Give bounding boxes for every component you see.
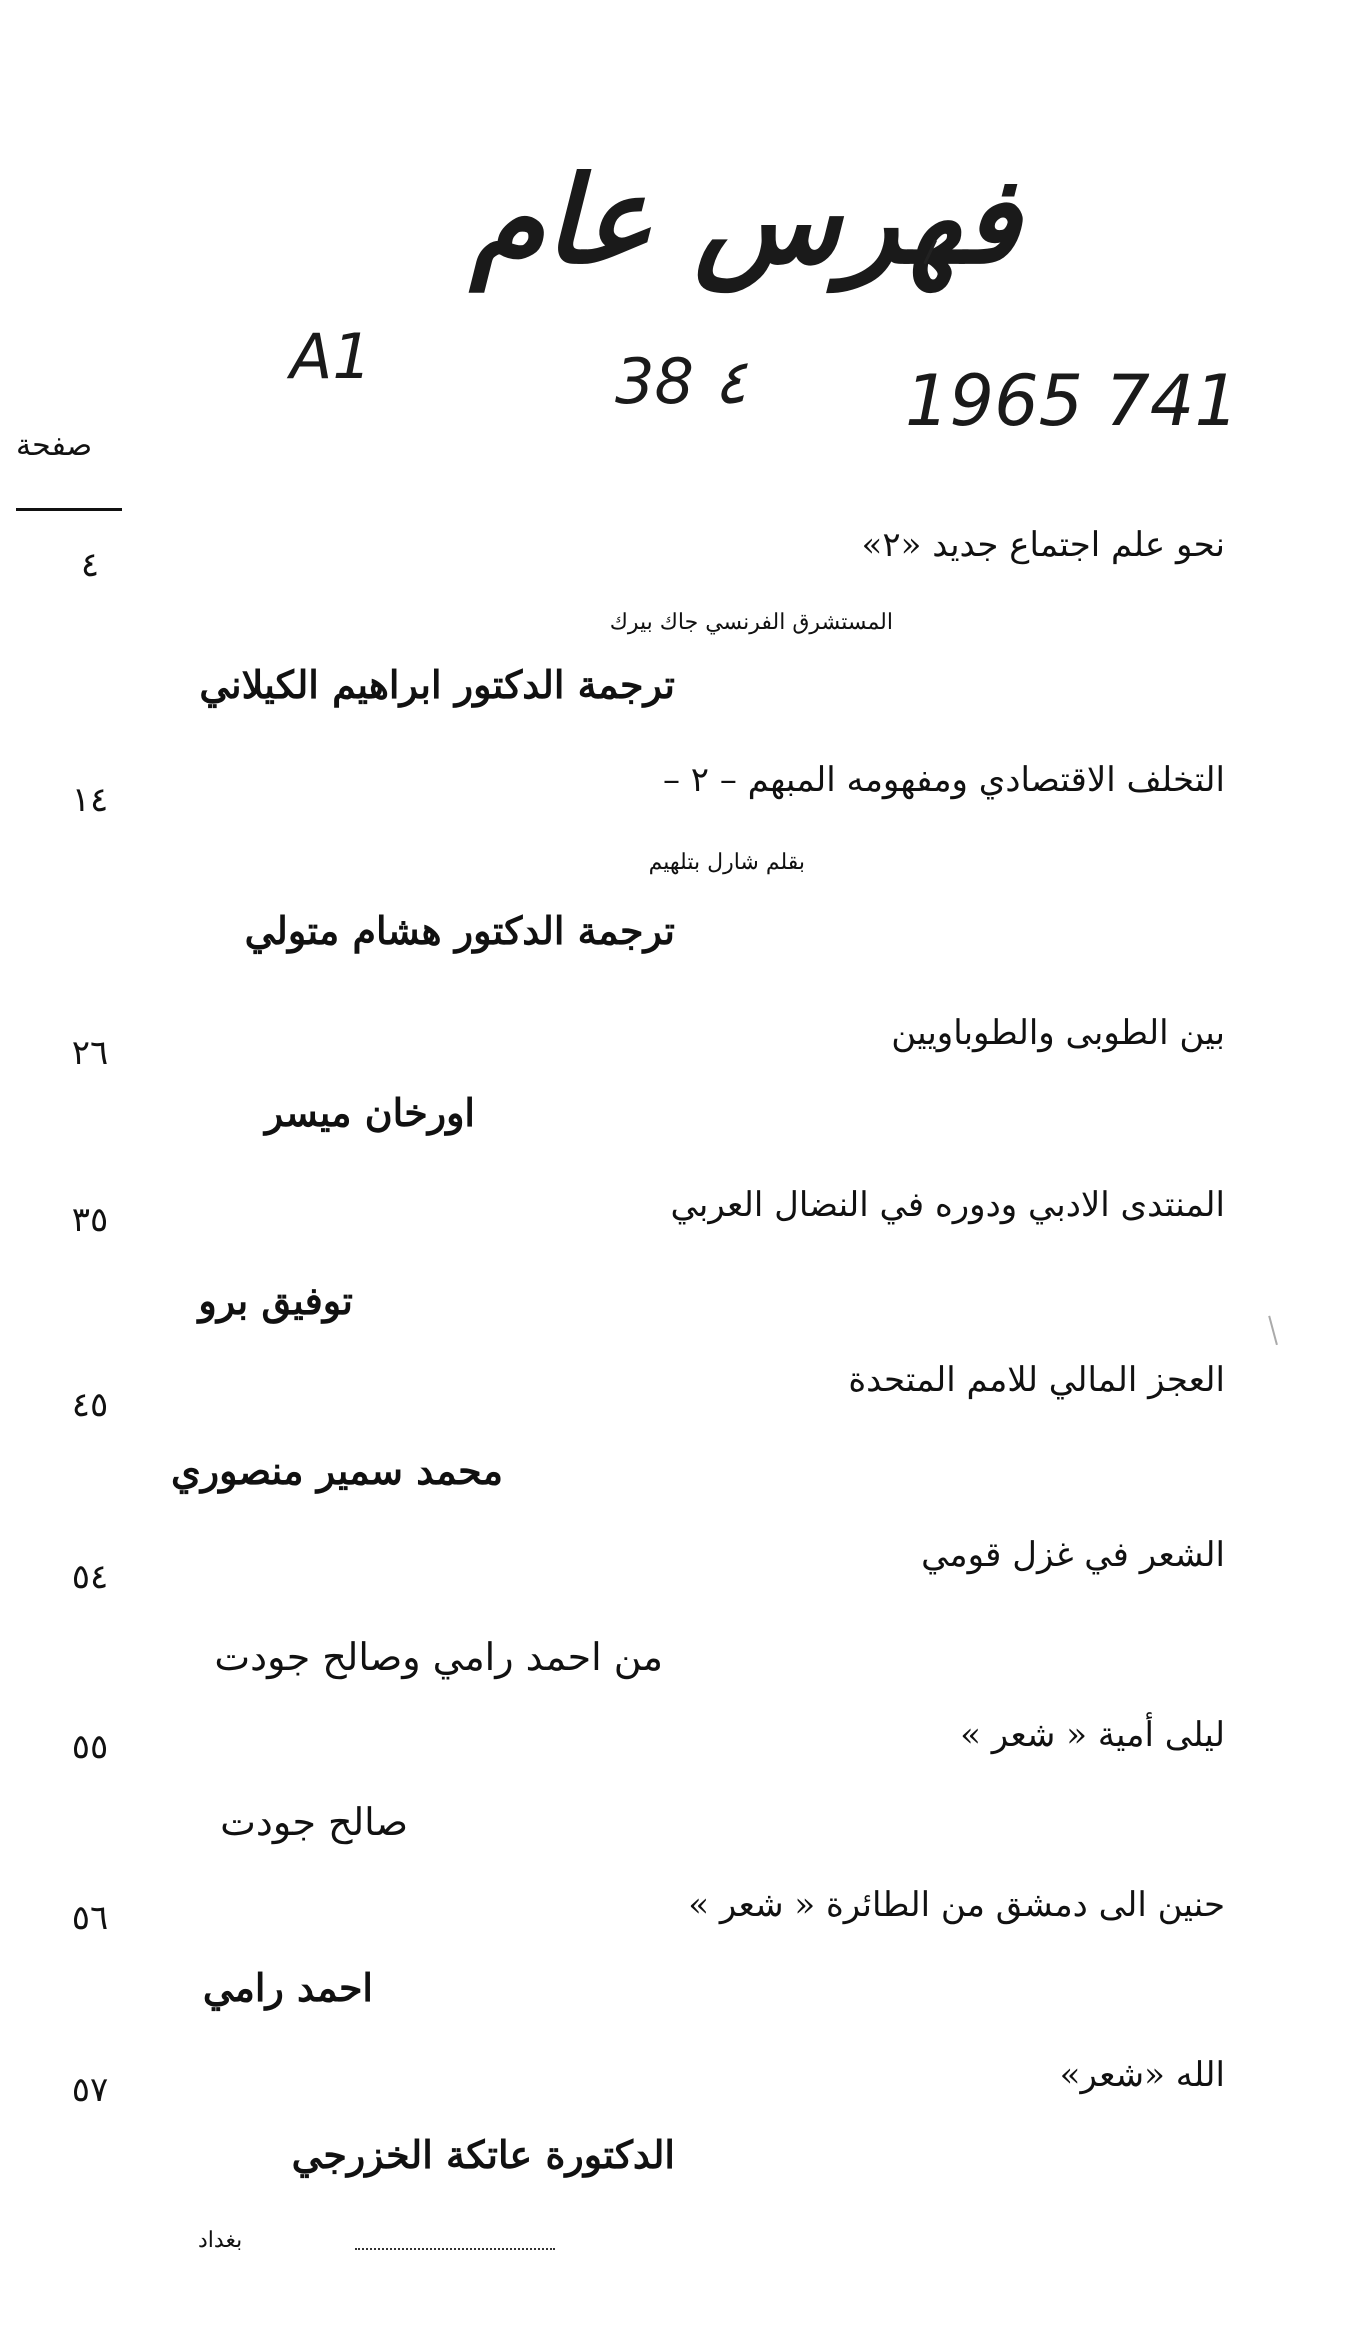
entry-author: الدكتورة عاتكة الخزرجي [291,2132,675,2177]
entry-author: توفيق برو [198,1278,353,1323]
entry-author: احمد رامي [202,1965,373,2010]
handwritten-ref-1965: 1965 741 [905,360,1240,442]
entry-page: ٥٤ [71,1557,109,1597]
footer-city: بغداد [198,2228,243,2253]
scan-mark [1268,1315,1281,1345]
entry-page: ٥٧ [71,2070,109,2110]
entry-page: ٣٥ [71,1200,109,1240]
entry-title: التخلف الاقتصادي ومفهومه المبهم – ٢ – [662,760,1225,800]
entry-page: ٢٦ [71,1033,109,1073]
entry-author: ترجمة الدكتور هشام متولي [244,908,675,953]
index-title: فهرس عام [470,150,1020,291]
entry-title: ليلى أمية « شعر » [960,1715,1225,1755]
entry-title: العجز المالي للامم المتحدة [848,1360,1225,1400]
entry-title: المنتدى الادبي ودوره في النضال العربي [670,1185,1225,1225]
entry-page: ٥٥ [71,1727,109,1767]
entry-author: محمد سمير منصوري [171,1448,503,1493]
entry-author: صالح جودت [220,1800,408,1844]
footer-dotted-line [355,2248,555,2250]
entry-page: ٥٦ [71,1898,109,1938]
entry-author: ترجمة الدكتور ابراهيم الكيلاني [199,662,675,707]
handwritten-ref-38: 38 ٤ [615,345,747,418]
entry-page: ٤ [80,545,100,585]
entry-page: ١٤ [71,780,109,820]
entry-title: نحو علم اجتماع جديد «٢» [861,525,1225,565]
entry-title: الشعر في غزل قومي [921,1535,1225,1575]
page-column-rule [16,508,122,511]
entry-subtitle: المستشرق الفرنسي جاك بيرك [609,610,893,635]
entry-title: حنين الى دمشق من الطائرة « شعر » [688,1885,1225,1925]
entry-title: الله «شعر» [1059,2055,1225,2095]
handwritten-ref-a1: A1 [290,320,372,393]
page-column-label: صفحة [16,428,93,463]
entry-title: بين الطوبى والطوباويين [891,1013,1225,1053]
entry-author: اورخان ميسر [264,1090,475,1135]
entry-author: من احمد رامي وصالح جودت [214,1635,663,1679]
entry-subtitle: بقلم شارل بتلهيم [648,850,805,875]
entry-page: ٤٥ [71,1385,109,1425]
